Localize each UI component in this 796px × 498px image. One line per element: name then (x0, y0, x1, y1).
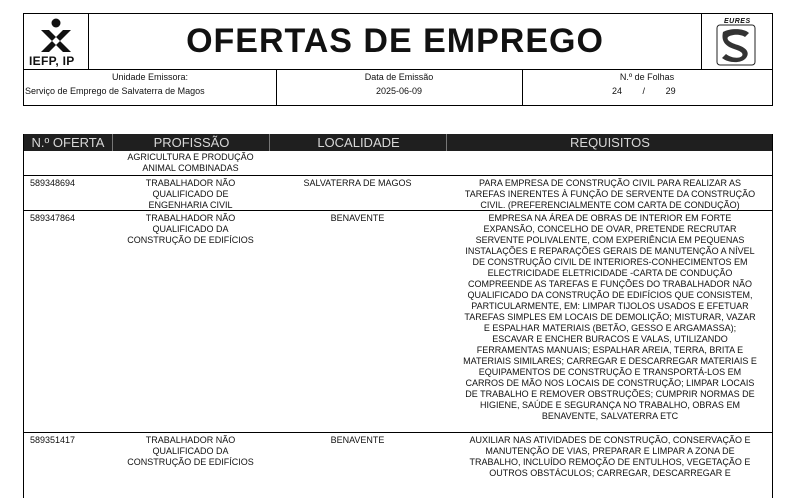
eures-logo (701, 14, 772, 69)
iefp-logo (24, 14, 89, 69)
offer-location: BENAVENTE (330, 435, 385, 445)
column-header-number: N.º OFERTA (31, 135, 105, 150)
page-total: 29 (665, 86, 676, 96)
offer-requirements: AUXILIAR NAS ATIVIDADES DE CONSTRUÇÃO, CONSERVAÇÃO E MANUTENÇÃO DE VIAS, PREPARAR E LIMPAR A ZONA DE TRABALHO, INCLUÍDO REMOÇÃO DE ENTULHOS, VEGETAÇÃO E OUTROS OBSTÁCULOS; CARREGAR, DESCARREGAR E (469, 435, 751, 478)
issuer-value: Serviço de Emprego de Salvaterra de Magos (25, 86, 205, 96)
page-separator: / (642, 86, 646, 96)
document-header (23, 13, 773, 70)
column-header-profession: PROFISSÃO (112, 134, 270, 151)
page-current: 24 (612, 86, 623, 96)
eures-logo-icon (716, 24, 756, 66)
column-header-location: LOCALIDADE (269, 134, 447, 151)
offer-profession: TRABALHADOR NÃO QUALIFICADO DE ENGENHARIA CIVIL (145, 178, 236, 210)
page-title: OFERTAS DE EMPREGO (186, 22, 604, 60)
offer-number: 589347864 (30, 213, 76, 223)
date-section (276, 70, 523, 105)
pages-label: N.º de Folhas (619, 72, 675, 82)
offer-profession: AGRICULTURA E PRODUÇÃO ANIMAL COMBINADAS (127, 152, 254, 173)
eures-label: EURES (724, 18, 751, 25)
offer-location: BENAVENTE (330, 213, 385, 223)
table-row (24, 151, 772, 175)
offer-profession: TRABALHADOR NÃO QUALIFICADO DA CONSTRUÇÃO DE EDIFÍCIOS (127, 213, 254, 245)
date-label: Data de Emissão (364, 72, 434, 82)
table-row (24, 175, 772, 211)
pages-section (522, 70, 772, 105)
offer-requirements: PARA EMPRESA DE CONSTRUÇÃO CIVIL PARA REALIZAR AS TAREFAS INERENTES À FUNÇÃO DE SERVENTE DA CONSTRUÇÃO CIVIL. (PREFERENCIALMENTE COM CARTA DE CONDUÇÃO) (464, 178, 756, 210)
column-header-requirements: REQUISITOS (446, 134, 773, 151)
offer-profession: TRABALHADOR NÃO QUALIFICADO DA CONSTRUÇÃO DE EDIFÍCIOS (127, 435, 254, 467)
table-row (24, 432, 772, 498)
page-count (612, 86, 676, 96)
org-name: IEFP, IP (29, 54, 75, 68)
offer-location: SALVATERRA DE MAGOS (303, 178, 412, 188)
date-value: 2025-06-09 (375, 86, 423, 96)
table-row (24, 210, 772, 433)
issuer-label: Unidade Emissora: (111, 72, 189, 82)
issuer-section (24, 70, 277, 105)
offer-number: 589351417 (30, 435, 76, 445)
offer-requirements: EMPRESA NA ÁREA DE OBRAS DE INTERIOR EM FORTE EXPANSÃO, CONCELHO DE OVAR, PRETENDE RECRUTAR SERVENTE POLIVALENTE, COM EXPERIÊNCIA EM PEQUENAS INSTALAÇÕES E REPARAÇÕES GERAIS DE MANUTENÇÃO A NÍVEL DE CONSTRUÇÃO CIVIL DE INTERIORES-CONHECIMENTOS EM ELECTRICIDADE ELETRICIDADE -CARTA DE CONDUÇÃO COMPREENDE AS TAREFAS E FUNÇÕES DO TRABALHADOR NÃO QUALIFICADO DA CONSTRUÇÃO DE EDIFÍCIOS QUE CONSISTEM, PARTICULARMENTE, EM: LIMPAR TIJOLOS USADOS E EFETUAR TAREFAS SIMPLES EM LOCAIS DE DEMOLIÇÃO; MISTURAR, VAZAR E ESPALHAR MATERIAIS (BETÃO, GESSO E ARGAMASSA); ESCAVAR E ENCHER BURACOS E VALAS, UTILIZANDO FERRAMENTAS MANUAIS; ESPALHAR AREIA, TERRA, BRITA E MATERIAIS SIMILARES; CARREGAR E DESCARREGAR MATERIAIS E EQUIPAMENTOS DE CONSTRUÇÃO E TRANSPORTÁ-LOS EM CARROS DE MÃO NOS LOCAIS DE CONSTRUÇÃO; LIMPAR LOCAIS DE TRABALHO E REMOVER OBSTRUÇÕES; CUMPRIR NORMAS DE HIGIENE, SAÚDE E SEGURANÇA NO TRABALHO, OBRAS EM BENAVENTE, SALVATERRA ETC (463, 213, 757, 421)
iefp-logo-icon (37, 18, 75, 54)
offers-table (23, 134, 773, 498)
table-header (24, 134, 772, 151)
document-meta (23, 70, 773, 106)
offer-number: 589348694 (30, 178, 76, 188)
